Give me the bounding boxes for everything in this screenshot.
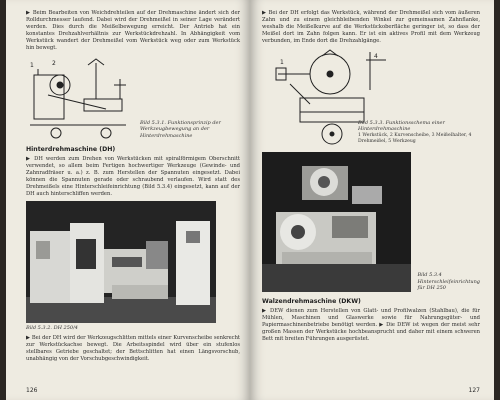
svg-text:4: 4: [374, 53, 378, 60]
page-number-right: 127: [468, 387, 480, 394]
figure-3-caption: Bild 5.3.3. Funktionsschema einer Hinterdrehmaschine: [358, 120, 445, 133]
photo-caption-left: Bild 5.3.2. DH 250/4: [26, 325, 78, 331]
book-spread: [6, 0, 494, 400]
top-paragraph-right: ▶ Bei der DH erfolgt das Werkstück, während der Drehmeißel sich vom äußeren Zahn und zu einem gleichbleibenden Winkel zur gemeinsamen Zahnflanke, weshalb die Meißelkurve auf die Werkstückoberfläche geringer ist, so dass der Meißel dort im Zahn folgen kann. Er ist ein aktives Profil mit dem Werkzeug verbunden, im Ende dort die Drehzahlgänge.: [262, 10, 480, 44]
figure-1-row: [26, 55, 240, 143]
svg-text:2: 2: [52, 60, 56, 67]
figure-1-caption: Bild 5.3.1. Funktionsprinzip der Werkzeugbewegung an der Hinterdrehmaschine: [140, 119, 221, 139]
figure-1-diagram: [26, 55, 134, 143]
intro-paragraph: ▶ Beim Bearbeiten von Weichdrehteilen auf der Drehmaschine ändert sich der Rolldurchmesser laufend. Dabei wird der Drehmeißel in seiner Lage verändert werden. Dies durch die Meißelbewegung erreicht. Der Antrieb hat ein konstantes Drehzahlverhältnis zur Werkstückdrehzahl. In Abhängigkeit vom Werkstück wandert der Drehmeißel vom Werkstück weg oder zum Werkstück hin bewegt.: [26, 10, 240, 51]
svg-text:1: 1: [280, 59, 284, 66]
page-number-left: 126: [26, 387, 38, 394]
grinding-attachment-photo: [262, 152, 411, 292]
bottom-paragraph-right: ▶ DEW dienen zum Herstellen von Glatt- und Profilwalzen (Stahlbau), die für Mühlen, Maschinen und Glaswerke sowie für Nahrungsgüter- und Papiermaschinenbetriebe benötigt werden. ▶ Die DEW ist wegen der meist sehr großen Massen der Werkstücke hochbeansprucht und daher mit einem schweren Bett mit breiten Führungen ausgerüstet.: [262, 307, 480, 342]
bottom-paragraph-left: ▶ Bei der DH wird der Werkzeugschlitten mittels einer Kurvenscheibe senkrecht zur Werkstückachse bewegt. Die Arbeitsspindel wird über ein stufenlos stellbares Getriebe geschaltet; der Bettschlitten hat einen Längsvorschub, unabhängig von der Vorschubgeschwindigkeit.: [26, 335, 240, 363]
machine-photo-dh: [26, 201, 216, 323]
left-page: [6, 0, 250, 400]
section-heading-dkw: Walzendrehmaschine (DKW): [262, 297, 361, 305]
figure-4-caption: Bild 5.3.4 Hinterschleifeinrichtung für DH 250: [417, 272, 481, 292]
figure-3-legend: 1 Werkstück, 2 Kurvenscheibe, 3 Meißelhalter, 4 Drehmeißel, 5 Werkzeug: [358, 132, 472, 145]
figure-4-row: [262, 152, 480, 292]
dh-body-paragraph: ▶ DH werden zum Drehen von Werkstücken mit spiralförmigem Oberschnitt verwendet, so allem beim Fertigen hochwertiger Werkzeuge (Gewinde- und Zahnradfräser u. a.) z. B. zum Herstellen der Spannuten eingesetzt. Dabei können die Spannuten gerade oder schraubend verlaufen. Wird statt des Drehmeißels eine Hinterschleifeinrichtung (Bild 5.3.4) eingesetzt, kann auf der DH auch hinterschliffen werden.: [26, 156, 240, 197]
svg-text:1: 1: [30, 62, 34, 69]
section-heading-dh: Hinterdrehmaschine (DH): [26, 146, 116, 153]
right-page: [250, 0, 494, 400]
